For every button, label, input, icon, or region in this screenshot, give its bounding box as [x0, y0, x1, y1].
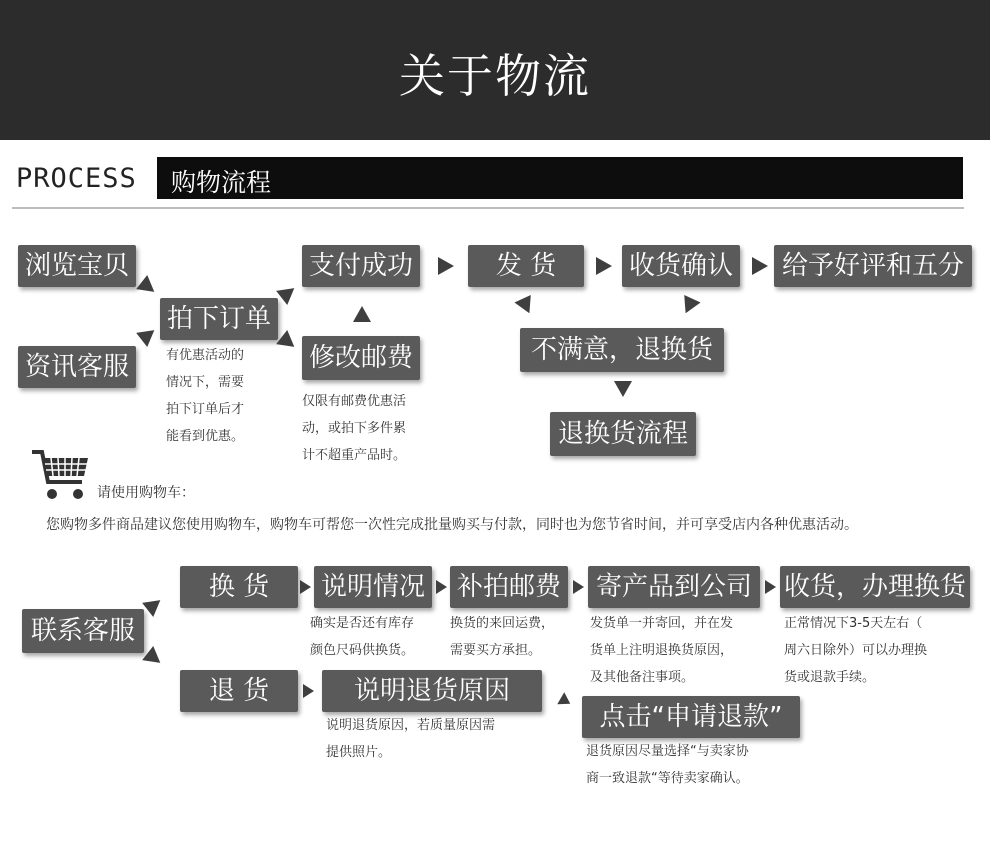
note-order — [166, 342, 244, 450]
arrow-down-icon — [677, 295, 700, 317]
arrow-right-icon — [142, 593, 166, 617]
arrow-right-icon — [303, 684, 314, 698]
step-contact: 联系客服 — [22, 609, 144, 653]
arrow-right-icon — [438, 257, 454, 275]
arrow-right-icon — [276, 281, 300, 305]
step-receive: 收货，办理换货 — [780, 566, 970, 608]
note-apply-refund — [586, 738, 749, 792]
step-ship: 发 货 — [468, 245, 584, 287]
arrow-right-icon — [557, 692, 574, 710]
step-unsatisfied: 不满意，退换货 — [520, 328, 724, 372]
arrow-right-icon — [765, 580, 776, 594]
step-explain: 说明情况 — [314, 566, 432, 608]
step-send-back: 寄产品到公司 — [588, 566, 760, 608]
shopping-cart-icon — [32, 448, 90, 502]
step-modify-fee: 修改邮费 — [302, 336, 420, 380]
note-line: 发货单一并寄回，并在发 — [590, 616, 734, 631]
arrow-right-icon — [300, 580, 311, 594]
step-order: 拍下订单 — [160, 298, 278, 340]
note-pay-fee — [450, 610, 554, 664]
note-line: 拍下订单后才 — [166, 402, 245, 417]
arrow-right-icon — [136, 323, 160, 347]
note-line: 仅限有邮费优惠活 — [302, 394, 407, 409]
note-line: 需要买方承担。 — [450, 643, 542, 658]
note-line: 提供照片。 — [326, 745, 392, 760]
arrow-up-icon — [353, 306, 371, 322]
note-line: 说明退货原因，若质量原因需 — [326, 718, 496, 733]
step-browse: 浏览宝贝 — [18, 245, 136, 287]
cart-label: 请使用购物车： — [97, 485, 195, 501]
note-fee — [302, 388, 406, 469]
note-line: 颜色尺码供换货。 — [310, 643, 415, 658]
cart-tip: 您购物多件商品建议您使用购物车，购物车可帮您一次性完成批量购买与付款，同时也为您节省时间，并可享受店内各种优惠活动。 — [46, 517, 858, 533]
step-return-flow: 退换货流程 — [550, 412, 696, 456]
note-line: 能看到优惠。 — [166, 429, 245, 444]
arrow-down-icon — [514, 295, 537, 317]
process-tag: PROCESS — [16, 163, 137, 194]
note-line: 换货的来回运费， — [450, 616, 555, 631]
arrow-right-icon — [752, 257, 768, 275]
step-review: 给予好评和五分 — [774, 245, 972, 287]
process-title: 购物流程 — [171, 168, 272, 197]
note-line: 正常情况下3-5天左右（ — [784, 616, 923, 631]
note-receive — [784, 610, 927, 691]
arrow-down-icon — [614, 381, 632, 397]
note-refund-reason — [326, 712, 495, 766]
arrow-right-icon — [436, 580, 447, 594]
note-line: 动，或拍下多件累 — [302, 421, 407, 436]
note-line: 情况下，需要 — [166, 375, 245, 390]
step-confirm: 收货确认 — [622, 245, 740, 287]
note-line: 确实是否还有库存 — [310, 616, 415, 631]
note-line: 及其他备注事项。 — [590, 670, 695, 685]
note-line: 周六日除外）可以办理换 — [784, 643, 928, 658]
page-title: 关于物流 — [399, 49, 591, 103]
header-banner — [0, 0, 990, 140]
arrow-right-icon — [142, 646, 166, 670]
arrow-right-icon — [573, 580, 584, 594]
process-divider — [12, 207, 964, 209]
arrow-right-icon — [136, 275, 160, 299]
step-consult: 资讯客服 — [18, 346, 136, 388]
arrow-right-icon — [276, 330, 300, 354]
note-line: 商一致退款“等待卖家确认。 — [586, 771, 749, 786]
step-apply-refund: 点击“申请退款” — [582, 696, 800, 738]
step-pay-fee: 补拍邮费 — [450, 566, 568, 608]
step-explain-refund: 说明退货原因 — [322, 670, 542, 712]
step-refund: 退 货 — [180, 670, 298, 712]
note-line: 有优惠活动的 — [166, 348, 245, 363]
note-line: 计不超重产品时。 — [302, 448, 407, 463]
note-line: 货单上注明退换货原因， — [590, 643, 734, 658]
note-line: 退货原因尽量选择“与卖家协 — [586, 744, 749, 759]
process-title-bar — [157, 157, 963, 199]
step-paid: 支付成功 — [302, 245, 420, 287]
step-exchange: 换 货 — [180, 566, 298, 608]
arrow-right-icon — [596, 257, 612, 275]
note-send-back — [590, 610, 733, 691]
note-explain — [310, 610, 414, 664]
note-line: 货或退款手续。 — [784, 670, 876, 685]
